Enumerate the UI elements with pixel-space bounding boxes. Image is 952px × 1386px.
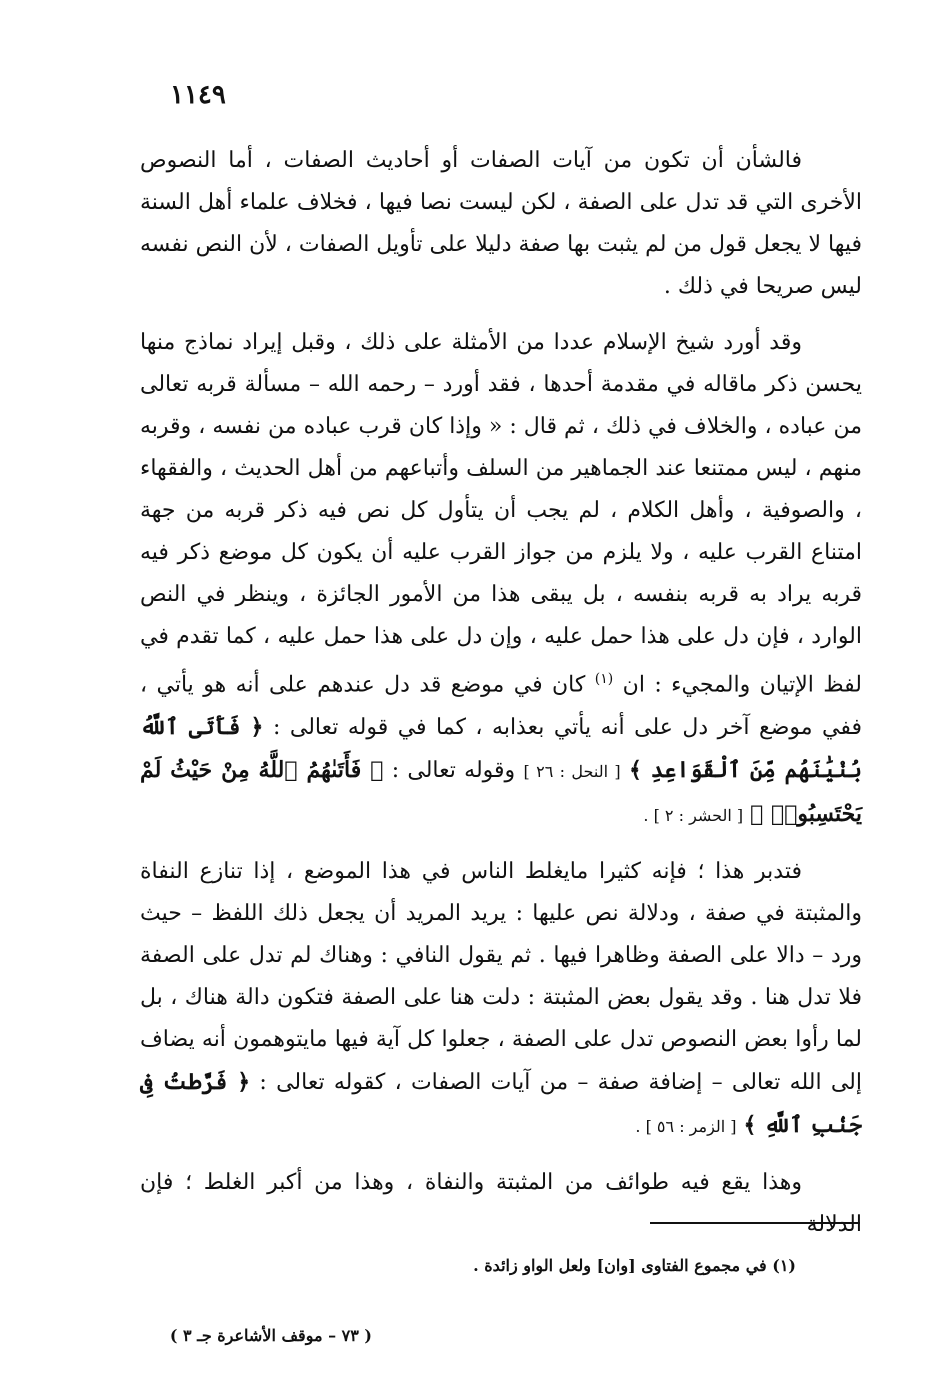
page-footer: ( ٧٣ – موقف الأشاعرة جـ ٣ ): [169, 1326, 372, 1345]
paragraph-3-text: فتدبر هذا ؛ فإنه كثيرا مايغلط الناس في هذا الموضع ، إذا تنازع النفاة والمثبتة في صفة ، ودلالة نص عليها : يريد المريد أن يجعل ذلك اللفظ – حيث ورد – دالا على الصفة وظاهرا فيها . ثم يقول النافي : وهناك لم تدل على الصفة فلا تدل هنا . وقد يقول بعض المثبتة : دلت هنا على الصفة فتكون دالة هناك ، بل لما رأوا بعض النصوص تدل على الصفة ، جعلوا كل آية فيها مايتوهمون أنه يضاف إلى الله تعالى – إضافة صفة – من آيات الصفات ، كقوله تعالى :: [140, 859, 862, 1096]
footnote: (١) في مجموع الفتاوى [وان] ولعل الواو زائدة .: [473, 1256, 796, 1275]
paragraph-3: [140, 851, 862, 1148]
page-number: ١١٤٩: [170, 80, 226, 110]
verse-reference-hashr: [ الحشر : ٢ ] .: [643, 806, 744, 826]
footnote-divider: [650, 1222, 860, 1224]
footnote-mark: (١): [594, 671, 614, 687]
verse-reference-nahl: [ النحل : ٢٦ ]: [523, 762, 621, 782]
paragraph-2-text-c: وقوله تعالى :: [391, 758, 516, 784]
paragraph-2-text-b: كان في موضع قد دل عندهم على أنه هو يأتي ، ففي موضع آخر دل على أنه يأتي بعذابه ، كما في قوله تعالى :: [140, 672, 862, 741]
verse-reference-zumar: [ الزمر : ٥٦ ] .: [635, 1117, 737, 1137]
quran-verse-hashr: ﴿ فَأَتَىٰهُمُ ٱللَّهُ مِنْ حَيْثُ لَمْ يَحْتَسِبُوا۟ ﴾: [140, 757, 862, 828]
paragraph-1: فالشأن أن تكون من آيات الصفات أو أحاديث الصفات ، أما النصوص الأخرى التي قد تدل على الصفة ، لكن ليست نصا فيها ، فخلاف علماء أهل السنة فيها لا يجعل قول من لم يثبت بها صفة دليلا على تأويل الصفات ، لأن النص نفسه ليس صريحا في ذلك .: [140, 148, 862, 299]
quran-verse-nahl: ﴿ فَأَتَى ٱللَّهُ بُنْيَٰنَهُم مِّنَ ٱلْقَوَاعِدِ ﴾: [140, 714, 863, 784]
paragraph-4: وهذا يقع فيه طوائف من المثبتة والنفاة ، وهذا من أكبر الغلط ؛ فإن الدلالة: [140, 1170, 862, 1238]
quran-verse-zumar: ﴿ فَرَّطتُ فِى جَنۢبِ ٱللَّهِ ﴾: [140, 1069, 862, 1139]
body-text: [140, 140, 862, 1260]
paragraph-2-text-a: وقد أورد شيخ الإسلام عددا من الأمثلة على ذلك ، وقبل إيراد نماذج منها يحسن ذكر ماقاله في مقدمة أحدها ، فقد أورد – رحمه الله – مسألة قربه تعالى من عباده ، والخلاف في ذلك ، ثم قال : « وإذا كان قرب عباده من نفسه ، وقربه منهم ، ليس ممتنعا عند الجماهير من السلف وأتباعهم من أهل الحديث ، والفقهاء ، والصوفية ، وأهل الكلام ، لم يجب أن يتأول كل نص فيه ذكر قربه من جهة امتناع القرب عليه ، ولا يلزم من جواز القرب عليه أن يكون كل موضع ذكر فيه قربه يراد به قربه بنفسه ، بل يبقى هذا من الأمور الجائزة ، وينظر في النص الوارد ، فإن دل على هذا حمل عليه ، وإن دل على هذا حمل عليه ، كما تقدم في لفظ الإتيان والمجيء : ان: [140, 330, 863, 698]
paragraph-2: [140, 322, 862, 837]
